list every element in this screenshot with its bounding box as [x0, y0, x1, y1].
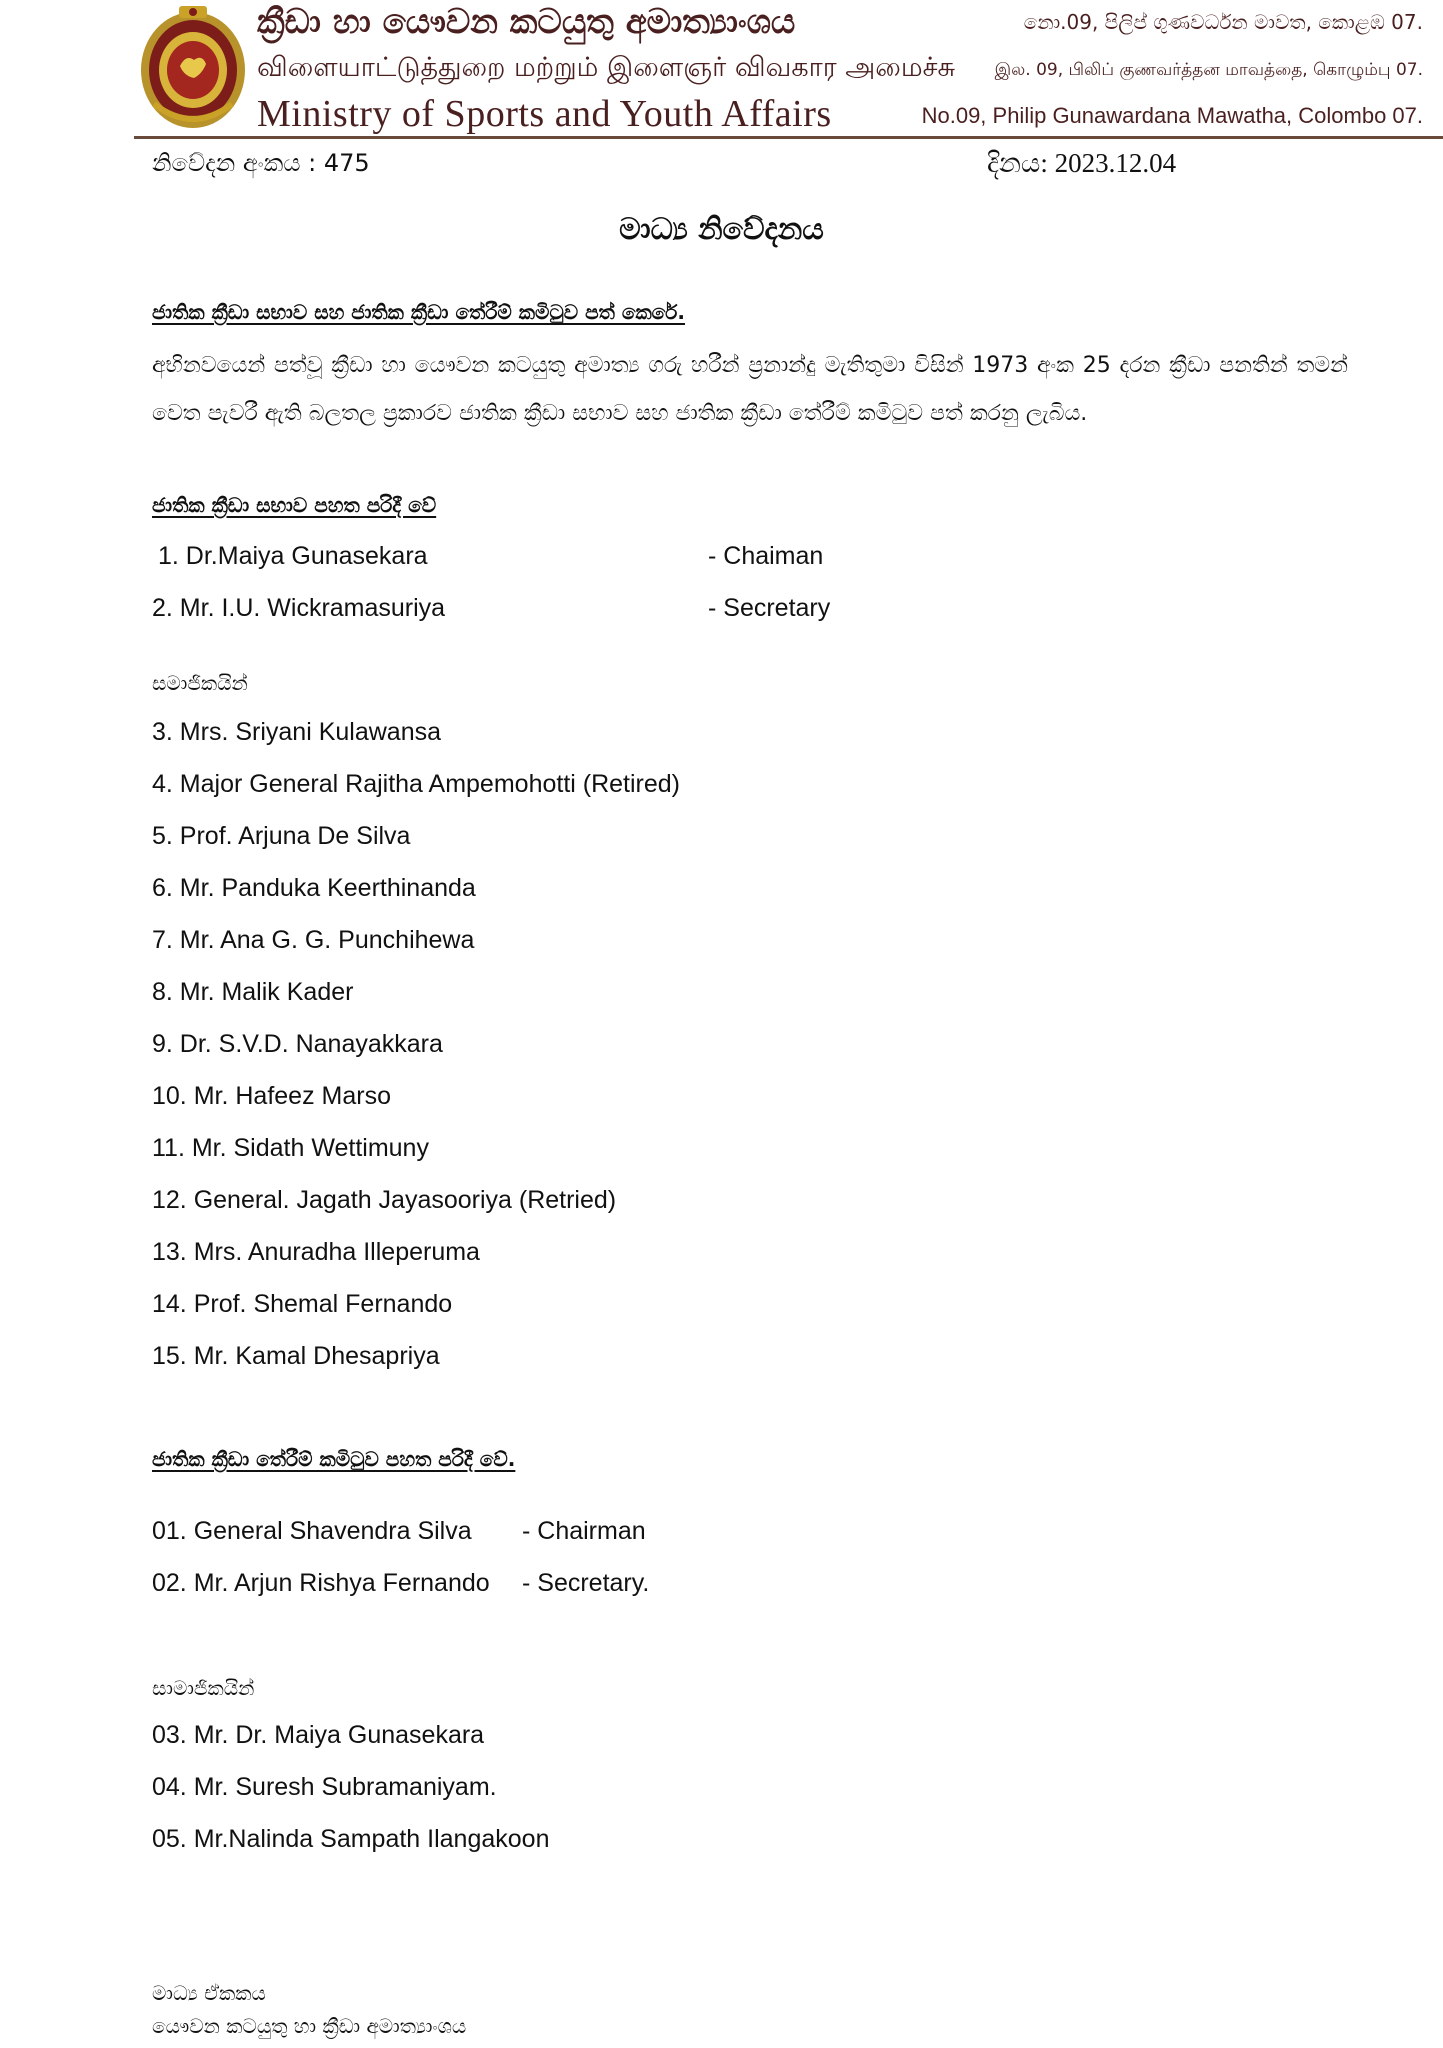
list-item: 6. Mr. Panduka Keerthinanda — [152, 874, 476, 902]
signature-unit: මාධ්‍ය ඒකකය — [152, 1981, 266, 2005]
ministry-name-english: Ministry of Sports and Youth Affairs — [257, 93, 832, 135]
intro-paragraph: අභිනවයෙන් පත්වූ ක්‍රීඩා හා යෞවන කටයුතු අමාත්‍ය ගරු හරීන් ප්‍රනාන්දු මැතිතුමා විසින් 1973 අංක 25 දරන ක්‍රීඩා පනතින් තමන් වෙත පැවරී ඇති බලතල ප්‍රකාරව ජාතික ක්‍රීඩා සභාව සහ ජාතික ක්‍රීඩා තේරීම් කමිටුව පත් කරනු ලැබිය. — [152, 353, 1348, 426]
letterhead-divider — [134, 136, 1443, 139]
council-members-heading: සමාජිකයින් — [152, 671, 248, 695]
list-item: 12. General. Jagath Jayasooriya (Retried) — [152, 1186, 617, 1214]
list-item: 14. Prof. Shemal Fernando — [152, 1290, 453, 1318]
list-item: 05. Mr.Nalinda Sampath Ilangakoon — [152, 1825, 550, 1853]
council-chairman-name: 1. Dr.Maiya Gunasekara — [158, 542, 428, 570]
release-number: නිවේදන අංකය : 475 — [152, 149, 370, 177]
committee-heading: ජාතික ක්‍රීඩා තේරීම් කමිටුව පහත පරිදී වේ. — [152, 1447, 516, 1471]
state-emblem-icon — [134, 4, 252, 132]
subject-heading: ජාතික ක්‍රීඩා සභාව සහ ජාතික ක්‍රීඩා තේරීම් කමිටුව පත් කෙරේ. — [152, 300, 685, 324]
committee-chairman-name: 01. General Shavendra Silva — [152, 1517, 472, 1545]
address-sinhala: නො.09, පිලිප් ගුණවර්ධන මාවත, කොළඹ 07. — [1023, 10, 1423, 34]
list-item: 3. Mrs. Sriyani Kulawansa — [152, 718, 442, 746]
committee-members-heading: සාමාජිකයින් — [152, 1676, 255, 1700]
list-item: 5. Prof. Arjuna De Silva — [152, 822, 411, 850]
document-title: මාධ්‍ය නිවේදනය — [619, 212, 824, 247]
list-item: 4. Major General Rajitha Ampemohotti (Retired) — [152, 770, 681, 798]
committee-secretary-name: 02. Mr. Arjun Rishya Fernando — [152, 1569, 490, 1597]
council-secretary-name: 2. Mr. I.U. Wickramasuriya — [152, 594, 446, 622]
address-english: No.09, Philip Gunawardana Mawatha, Colombo 07. — [921, 103, 1423, 128]
ministry-name-tamil: விளையாட்டுத்துறை மற்றும் இளைஞர் விவகார அமைச்சு — [257, 52, 956, 83]
list-item: 15. Mr. Kamal Dhesapriya — [152, 1342, 440, 1370]
release-date: දිනය: 2023.12.04 — [987, 148, 1177, 178]
list-item: 04. Mr. Suresh Subramaniyam. — [152, 1773, 497, 1801]
letterhead — [0, 0, 1443, 140]
council-heading: ජාතික ක්‍රීඩා සභාව පහත පරිදී වේ — [152, 493, 437, 517]
council-chairman-role: - Chaiman — [708, 542, 824, 570]
list-item: 9. Dr. S.V.D. Nanayakkara — [152, 1030, 443, 1058]
signature-ministry: යෞවන කටයුතු හා ක්‍රීඩා අමාත්‍යාංශය — [152, 2014, 467, 2038]
ministry-name-sinhala: ක්‍රීඩා හා යෞවන කටයුතු අමාත්‍යාංශය — [257, 2, 796, 42]
committee-chairman-role: - Chairman — [522, 1517, 646, 1545]
list-item: 13. Mrs. Anuradha Illeperuma — [152, 1238, 480, 1266]
list-item: 7. Mr. Ana G. G. Punchihewa — [152, 926, 475, 954]
list-item: 11. Mr. Sidath Wettimuny — [152, 1134, 429, 1162]
list-item: 8. Mr. Malik Kader — [152, 978, 354, 1006]
council-secretary-role: - Secretary — [708, 594, 831, 622]
list-item: 03. Mr. Dr. Maiya Gunasekara — [152, 1721, 485, 1749]
address-tamil: இல. 09, பிலிப் குணவர்த்தன மாவத்தை, கொழும்பு 07. — [994, 60, 1423, 80]
committee-secretary-role: - Secretary. — [522, 1569, 650, 1597]
list-item: 10. Mr. Hafeez Marso — [152, 1082, 391, 1110]
